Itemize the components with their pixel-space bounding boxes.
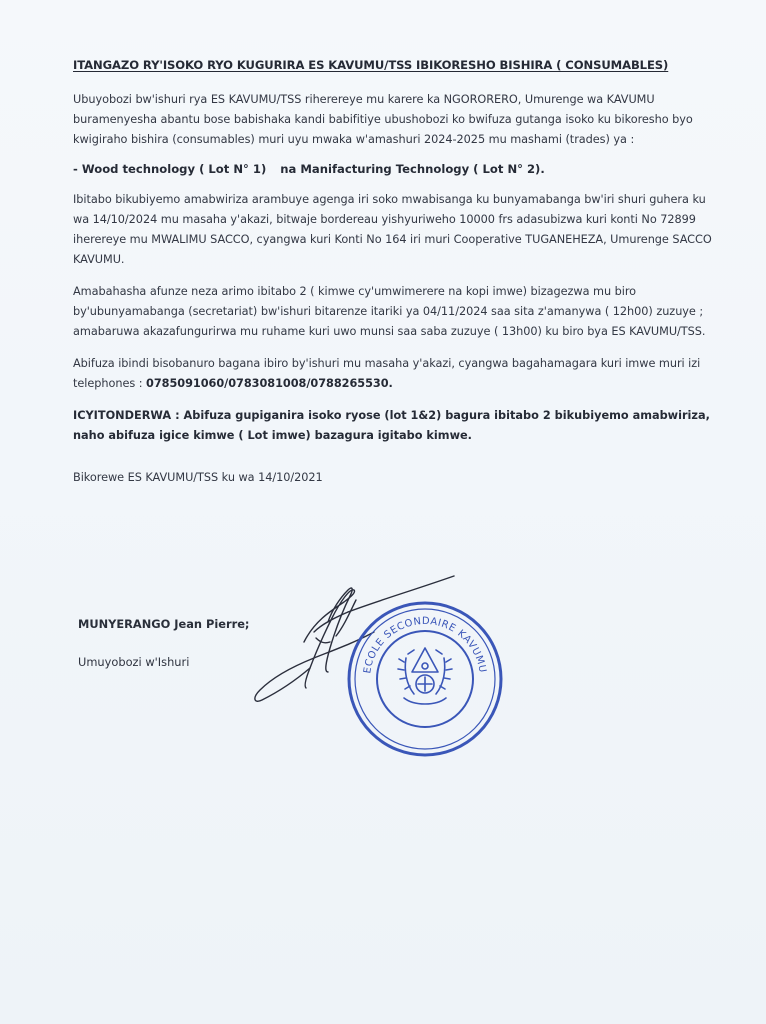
document-body bbox=[73, 58, 721, 500]
contact-paragraph bbox=[73, 354, 721, 394]
dateline: Bikorewe ES KAVUMU/TSS ku wa 14/10/2021 bbox=[73, 471, 323, 484]
notice-paragraph: ICYITONDERWA : Abifuza gupiganira isoko ryose (lot 1&2) bagura ibitabo 2 bikubiyemo amabwiriza, naho abifuza igice kimwe ( Lot imwe) bazagura igitabo kimwe. bbox=[73, 409, 710, 442]
document-title: ITANGAZO RY'ISOKO RYO KUGURIRA ES KAVUMU/TSS IBIKORESHO BISHIRA ( CONSUMABLES) bbox=[73, 58, 669, 72]
bid-documents-paragraph: Ibitabo bikubiyemo amabwiriza arambuye agenga iri soko mwabisanga ku bunyamabanga bw'iri shuri guhera ku wa 14/10/2024 mu masaha y'akazi, bitwaje bordereau yishyuriweho 10000 frs adasubizwa kuri konti No 72899 iherereye mu MWALIMU SACCO, cyangwa kuri Konti No 164 iri muri Cooperative TUGANEHEZA, Umurenge SACCO KAVUMU. bbox=[73, 193, 712, 266]
coat-of-arms-icon bbox=[398, 648, 452, 704]
contact-text: Abifuza ibindi bisobanuro bagana ibiro by'ishuri mu masaha y'akazi, cyangwa bagahamagara kuri imwe muri izi telephones : bbox=[73, 357, 701, 390]
contact-phones: 0785091060/0783081008/0788265530. bbox=[146, 377, 393, 390]
submission-paragraph: Amabahasha afunze neza arimo ibitabo 2 ( kimwe cy'umwimerere na kopi imwe) bizagezwa mu biro by'ubunyamabanga (secretariat) bw'ishuri bitarenze itariki ya 04/11/2024 saa sita z'amanywa ( 12h00) zuzuye ; amabaruwa akazafungurirwa mu ruhame kuri uwo munsi saa saba zuzuye ( 13h00) ku biro bya ES KAVUMU/TSS. bbox=[73, 285, 706, 338]
stamp-text: ECOLE SECONDAIRE KAVUMU bbox=[362, 615, 488, 675]
school-stamp bbox=[344, 598, 506, 760]
lot-2-label: na Manifacturing Technology ( Lot N° 2). bbox=[280, 162, 545, 176]
trades-lots bbox=[73, 162, 721, 176]
signer-name: MUNYERANGO Jean Pierre; bbox=[78, 617, 250, 631]
intro-paragraph: Ubuyobozi bw'ishuri rya ES KAVUMU/TSS riherereye mu karere ka NGORORERO, Umurenge wa KAVUMU buramenyesha abantu bose babishaka kandi babifitiye ubushobozi ko bwifuza gutanga isoko ku bikoresho byo kwigiraho bishira (consumables) muri uyu mwaka w'amashuri 2024-2025 mu mashami (trades) ya : bbox=[73, 93, 693, 146]
lot-1-label: - Wood technology ( Lot N° 1) bbox=[73, 162, 267, 176]
signer-role: Umuyobozi w'Ishuri bbox=[78, 655, 190, 669]
